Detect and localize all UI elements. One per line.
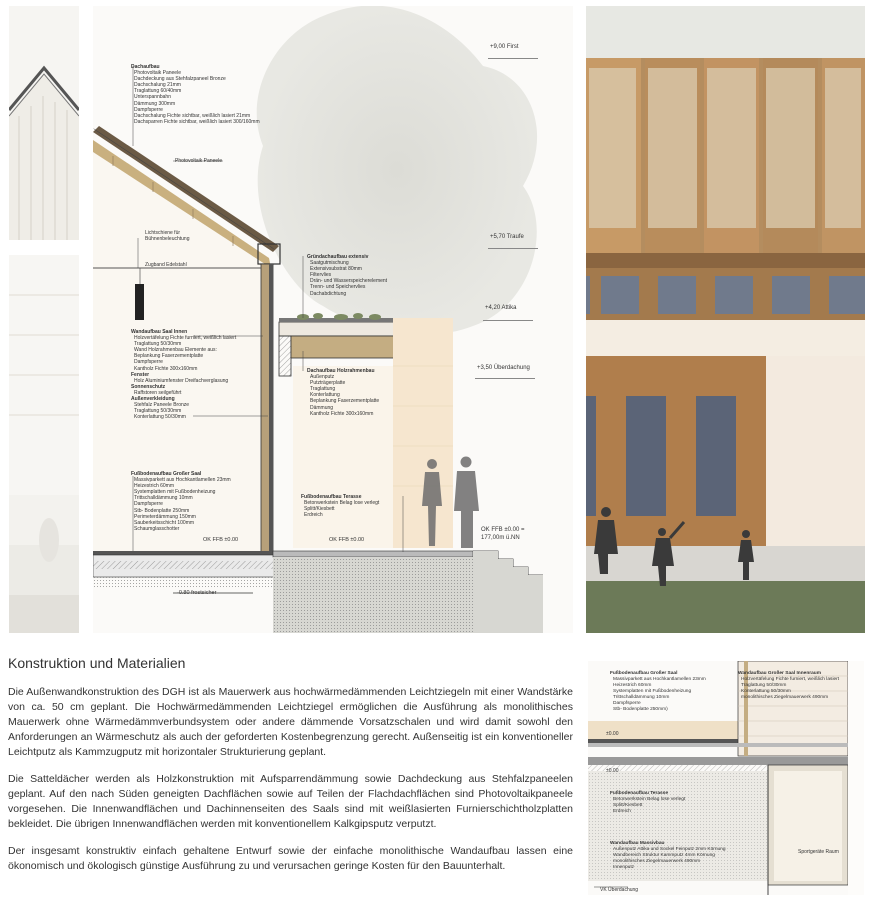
paragraph-3: Der insgesamt konstruktiv einfach gehaltene Entwurf sowie der einfache monolithische Wandaufbau lassen eine ökonomisch und ökologisch günstige Ausführung zu und verursachen geringe Kosten für den Bauunterhalt. — [8, 845, 573, 872]
left-strip-top — [9, 6, 79, 240]
level-first: +9,00 First — [490, 44, 519, 50]
detail-drawing — [588, 661, 864, 895]
gable-sketch — [9, 6, 79, 240]
wall-item: Dampfsperre — [134, 359, 163, 366]
roof-annotation — [131, 64, 260, 125]
wall-item: Holzvertäfelung Fichte furniert, weißlich lasiert — [134, 335, 237, 342]
sun-item: Raffstoren seilgeführt — [134, 389, 182, 396]
detail-ext-wall-annotation — [610, 841, 726, 871]
terrace-item: Splitt/Kiesbett — [304, 506, 335, 513]
terrace-item: Erdreich — [304, 512, 323, 519]
green-roof-title: Gründachaufbau extensiv — [307, 254, 369, 260]
wall-item: Kantholz Fichte 300x160mm — [134, 365, 198, 372]
ffb-level-hall: OK FFB ±0.00 — [203, 537, 239, 543]
paragraph-1: Die Außenwandkonstruktion des DGH ist als Mauerwerk aus hochwärmedämmenden Leichtziegeln mit einer Wandstärke von ca. 50 cm geplant. Die Hochwärmedämmenden Leichtziegel ermöglichen die Ausführung als monolithisches Mauerwerk ohne Wärmedämmverbundsystem oder andere dämmende Vorsatzschalen und wird damit sowohl den Anforderungen an Wärmeschutz als auch der geforderten Kostenbegrenzung gerecht. Außenseitig ist ein konventioneller Leichtputz als Kammzugputz mit horizontaler Strukturierung geplant. — [8, 686, 573, 758]
paragraph-2: Die Satteldächer werden als Holzkonstruktion mit Aufsparrendämmung sowie Dachdeckung aus Stehfalzpaneelen geplant. Auf den nach Süden geneigten Dachflächen sowie auf Teilen der Flachdachflächen sind Photovoltaikpaneele vorgesehen. Die Innenwandflächen und Dachinnenseiten des Saals sind mit weißlasierten Furnierschichtholzplatten bekleidet. Die übrigen Innenwandflächen werden mit konventionellem Kalkgipsputz verputzt. — [8, 773, 573, 830]
detail-ext-wall-item: Wandbereich Struktur Kammputz 4mm Körnung — [613, 853, 715, 858]
window-item: Holz Aluminiumfenster Dreifachverglasung — [134, 377, 229, 384]
elevation-render — [586, 6, 865, 633]
detail-ext-wall-item: Außenputz Attika und Sockel Feinputz 2mm Körnung — [613, 847, 726, 852]
roof-item: Dachsparren Fichte sichtbar, weißlich lasiert 300/160mm — [134, 118, 260, 125]
cladding-title: Außenverkleidung — [131, 396, 175, 403]
floor-annotation — [131, 471, 231, 532]
detail-floor-title: Fußbodenaufbau Großer Saal — [610, 671, 678, 676]
detail-vk-label: VK Überdachung — [600, 887, 639, 893]
flatroof-item: Beplankung Faserzementplatte — [310, 398, 380, 405]
wall-annotation — [131, 329, 236, 420]
level-line-ueberdachung — [475, 378, 535, 379]
green-roof-item: Trenn- und Speichervlies — [310, 284, 366, 291]
ffb-level-nn-1: OK FFB ±0.00 = — [481, 527, 525, 533]
detail-ext-wall-title: Wandaufbau Massivbau — [610, 841, 665, 846]
level-attika: +4,20 Attika — [485, 305, 517, 311]
roof-item: Dämmung 300mm — [134, 100, 176, 107]
level-line-first — [488, 58, 538, 59]
floor-item: Sauberkeitsschicht 100mm — [134, 519, 195, 526]
floor-item: Stb- Bodenplatte 250mm — [134, 507, 190, 514]
section-heading: Konstruktion und Materialien — [8, 655, 186, 671]
green-roof-item: Saatgutmischung — [310, 260, 349, 267]
flatroof-item: Traglattung — [310, 386, 336, 393]
roof-item: Photovoltaik Paneele — [134, 70, 181, 77]
level-traufe: +5,70 Traufe — [490, 234, 524, 240]
roof-item: Dachschalung Fichte sichtbar, weißlich lasiert 21mm — [134, 112, 251, 119]
detail-terrace-title: Fußbodenaufbau Terasse — [610, 791, 669, 796]
tie-rod-label: Zugband Edelstahl — [145, 262, 187, 268]
detail-floor-item: Systemplatten mit Fußbodenheizung — [613, 689, 692, 694]
floor-item: Dampfsperre — [134, 501, 163, 508]
detail-terrace-item: Betonwerkstein Belag lose verlegt — [613, 797, 686, 802]
level-ueberdachung: +3,50 Überdachung — [477, 365, 530, 371]
flatroof-annotation — [307, 368, 379, 417]
green-roof-item: Drän- und Wasserspeicherelement — [310, 278, 388, 285]
wall-title: Wandaufbau Saal Innen — [131, 329, 188, 335]
detail-terrace-item: Splitt/Kiesbett — [613, 803, 643, 808]
floor-item: Schaumglasschotter — [134, 525, 180, 532]
floor-title: Fußbodenaufbau Großer Saal — [131, 471, 202, 477]
floor-item: Perimeterdämmung 150mm — [134, 513, 196, 520]
green-roof-item: Filtervlies — [310, 272, 332, 279]
detail-ext-wall-item: monolithisches Ziegelmauerwerk 490mm — [613, 859, 701, 864]
floor-item: Heizestrich 60mm — [134, 483, 175, 490]
detail-ext-wall-item: Innenputz — [613, 865, 635, 870]
wall-item: Wand Holzrahmenbau Elemente aus: — [134, 347, 217, 354]
level-line-attika — [483, 320, 533, 321]
green-roof-item: Extensivsubstrat 80mm — [310, 266, 362, 273]
detail-terrace-annotation — [610, 791, 685, 815]
detail-terrace-item: Erdreich — [613, 809, 631, 814]
flatroof-item: Putzträgerplatte — [310, 380, 346, 387]
flatroof-title: Dachaufbau Holzrahmenbau — [307, 368, 375, 374]
roof-item: Dachdeckung aus Stehfalzpaneel Bronze — [134, 76, 226, 83]
detail-wall-title: Wandaufbau Großer Saal Innenraum — [738, 671, 821, 676]
left-strip-bottom — [9, 255, 79, 633]
green-roof-annotation — [307, 254, 387, 297]
detail-floor-item: Stb- Bodenplatte 250mm) — [613, 707, 668, 712]
flatroof-item: Dämmung — [310, 404, 334, 411]
detail-wall-item: Holzvertäfelung Fichte furniert, weißlich lasiert — [741, 677, 840, 682]
roof-item: Dachschalung 21mm — [134, 82, 181, 89]
cladding-item: Traglattung 50/30mm — [134, 408, 182, 415]
cladding-item: Konterlattung 50/30mm — [134, 414, 186, 421]
terrace-annotation — [301, 494, 379, 518]
text-block — [8, 655, 573, 886]
detail-floor-item: Dampfsperre — [613, 701, 641, 706]
roof-item: Unterspannbahn — [134, 94, 171, 101]
detail-floor-item: Heizestrich 60mm — [613, 683, 652, 688]
floor-item: Massivparkett aus Hochkantlamellen 23mm — [134, 477, 231, 484]
terrace-title: Fußbodenaufbau Terasse — [301, 494, 362, 500]
detail-room-label: Sportgeräte Raum — [798, 849, 839, 855]
wall-item: Beplankung Faserzementplatte — [134, 353, 204, 360]
frost-level: -0.80 frostsicher — [177, 590, 217, 596]
green-roof-item: Dachabdichtung — [310, 290, 347, 297]
detail-level-2: ±0.00 — [606, 768, 619, 774]
roof-item: Dampfsperre — [134, 106, 163, 113]
ffb-level-terrace: OK FFB ±0.00 — [329, 537, 365, 543]
elevation-graphic — [586, 6, 865, 633]
detail-floor-item: Massivparkett aus Hochkantlamellen 23mm — [613, 677, 706, 682]
light-label: Lichtschiene für Bühnenbeleuchtung — [145, 230, 190, 243]
cladding-item: Stehfalz Paneele Bronze — [134, 402, 190, 409]
detail-wall-annotation — [738, 671, 839, 701]
floor-item: Trittschalldämmung 10mm — [134, 495, 193, 502]
roof-item: Traglattung 60/40mm — [134, 88, 182, 95]
terrace-item: Betonwerkstein Belag lose verlegt — [304, 500, 380, 507]
section-drawing — [93, 6, 573, 633]
detail-floor-annotation — [610, 671, 706, 713]
roof-title: Dachaufbau — [131, 64, 160, 70]
flatroof-item: Kantholz Fichte 300x160mm — [310, 410, 374, 417]
window-title: Fenster — [131, 371, 150, 378]
detail-floor-item: Trittschalldämmung 10mm — [613, 695, 670, 700]
level-line-traufe — [488, 248, 538, 249]
detail-wall-item: Traglattung 50/30mm — [741, 683, 787, 688]
wall-item: Traglattung 50/30mm — [134, 341, 182, 348]
floor-item: Systemplatten mit Fußbodenheizung — [134, 489, 216, 496]
detail-wall-item: monolithisches Ziegelmauerwerk 490mm — [741, 695, 829, 700]
flatroof-item: Konterlattung — [310, 392, 340, 399]
detail-wall-item: Konterlattung 50/30mm — [741, 689, 791, 694]
pv-label: Photovoltaik Paneele — [175, 158, 222, 164]
flatroof-item: Außenputz — [310, 374, 335, 381]
interior-sketch — [9, 255, 79, 633]
ffb-level-nn-2: 177,00m ü.NN — [481, 535, 520, 541]
detail-level-1: ±0.00 — [606, 731, 619, 737]
sun-title: Sonnenschutz — [131, 383, 166, 390]
